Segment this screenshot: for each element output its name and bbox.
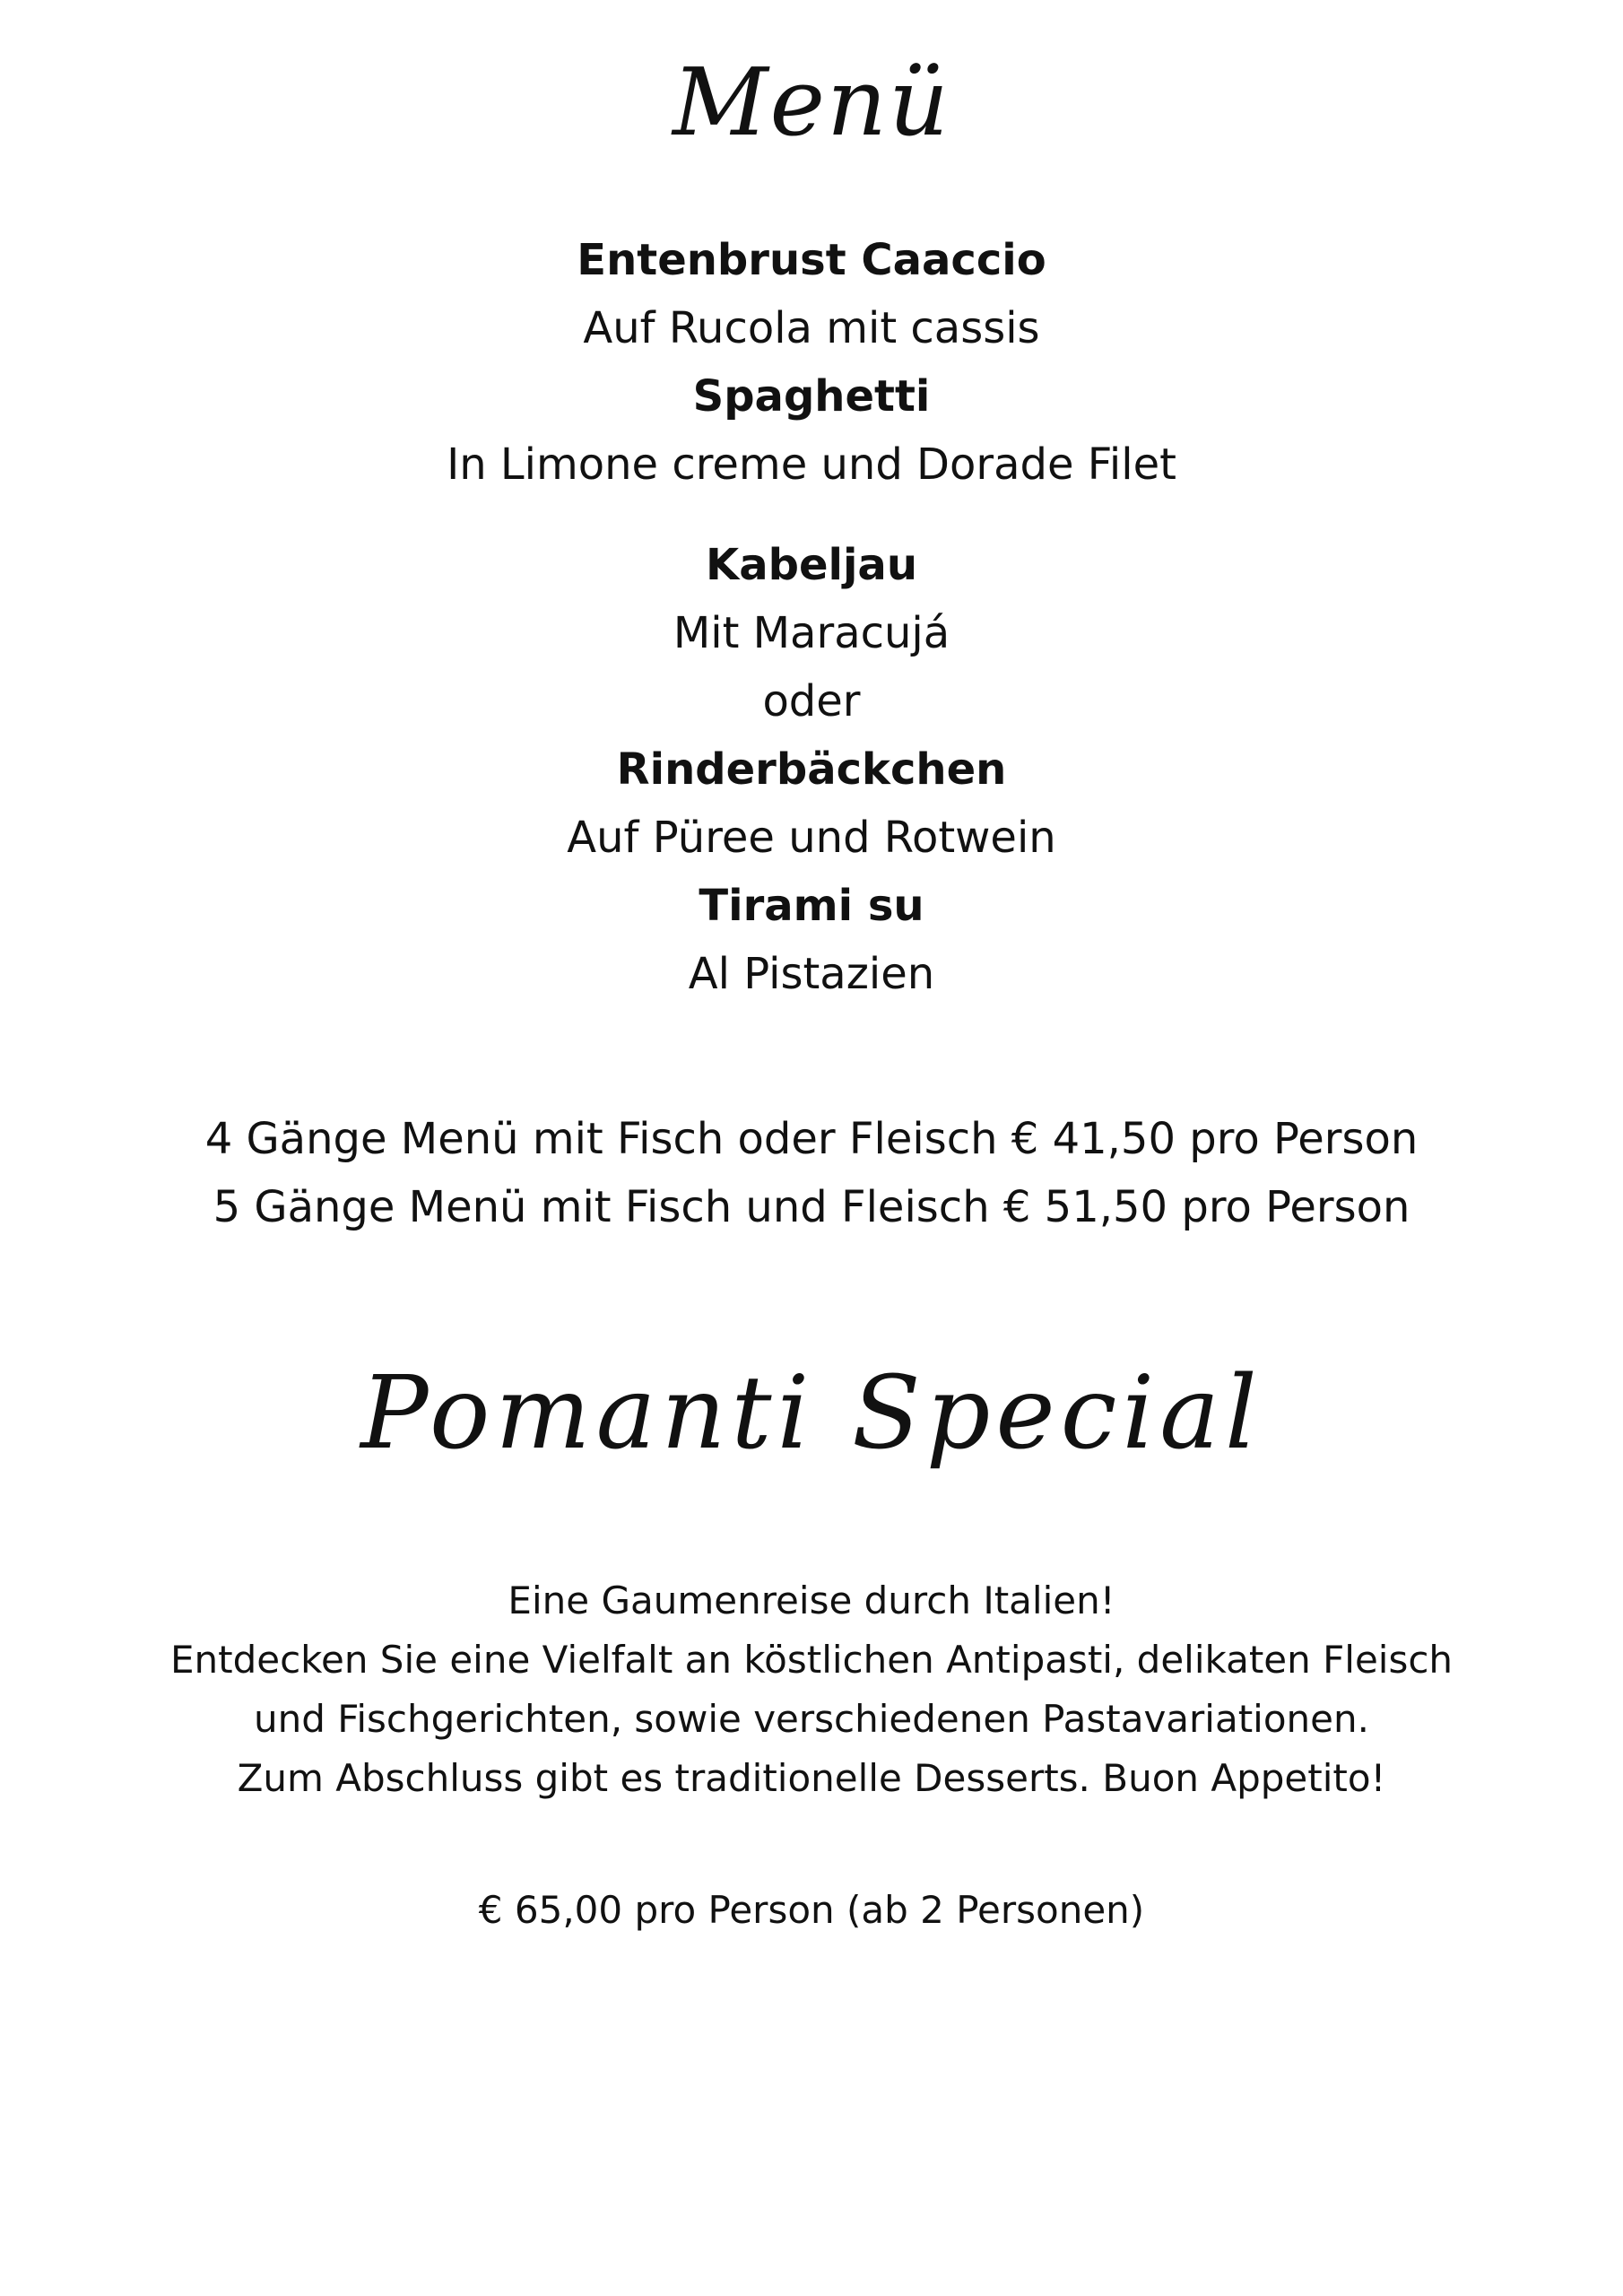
description-line: und Fischgerichten, sowie verschiedenen Pastavariationen.: [254, 1697, 1369, 1741]
menu-prices: [0, 1105, 1623, 1241]
course-pasta: [0, 362, 1623, 499]
special-price: € 65,00 pro Person (ab 2 Personen): [478, 1888, 1145, 1932]
dish-name: Spaghetti: [692, 371, 931, 422]
dish-description: Mit Maracujá: [673, 608, 950, 658]
course-separator: oder: [762, 676, 861, 726]
dish-description: In Limone creme und Dorade Filet: [447, 439, 1176, 490]
dish-description: Auf Rucola mit cassis: [583, 303, 1040, 353]
special-description: [0, 1571, 1623, 1808]
price-line: 5 Gänge Menü mit Fisch und Fleisch € 51,50 pro Person: [213, 1182, 1410, 1232]
dish-name: Rinderbäckchen: [616, 744, 1007, 795]
dish-name: Kabeljau: [706, 540, 917, 590]
course-main: [0, 531, 1623, 872]
description-line: Zum Abschluss gibt es traditionelle Desserts. Buon Appetito!: [237, 1756, 1386, 1800]
dish-description: Auf Püree und Rotwein: [567, 813, 1056, 863]
dish-name: Tirami su: [699, 881, 924, 931]
description-line: Eine Gaumenreise durch Italien!: [508, 1578, 1115, 1622]
course-dessert: [0, 872, 1623, 1008]
dish-name: Entenbrust Caaccio: [577, 235, 1046, 285]
description-line: Entdecken Sie eine Vielfalt an köstlichen Antipasti, delikaten Fleisch: [169, 1638, 1454, 1682]
menu-title: Menü: [673, 48, 950, 157]
price-line: 4 Gänge Menü mit Fisch oder Fleisch € 41,50 pro Person: [204, 1114, 1419, 1164]
dish-description: Al Pistazien: [688, 949, 935, 999]
special-title: Pomanti Special: [360, 1355, 1263, 1472]
course-starter: [0, 226, 1623, 362]
